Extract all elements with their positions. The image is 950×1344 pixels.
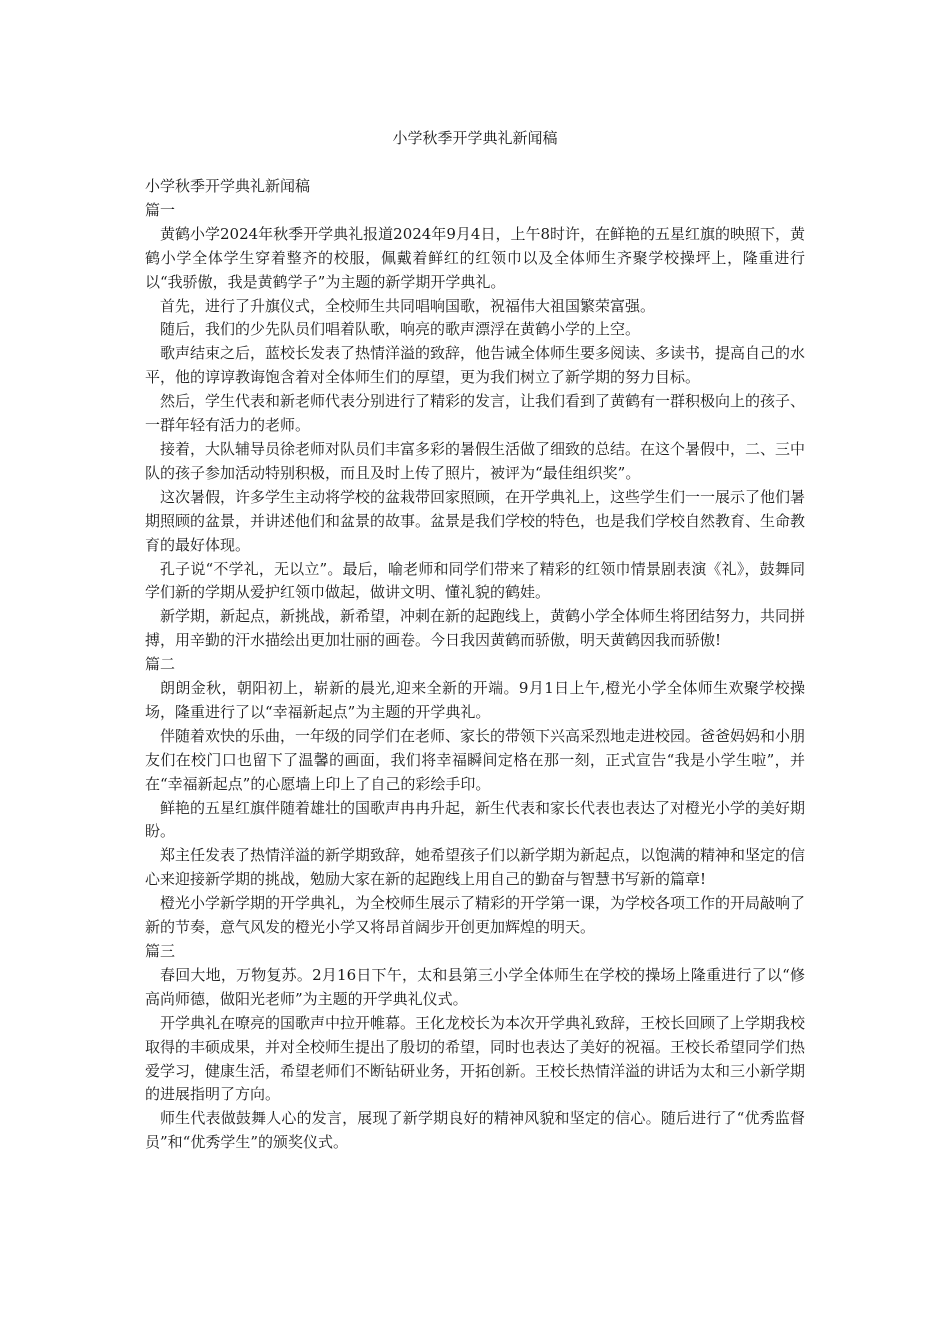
document-subtitle: 小学秋季开学典礼新闻稿 bbox=[145, 177, 311, 195]
paragraph: 鲜艳的五星红旗伴随着雄壮的国歌声冉冉升起，新生代表和家长代表也表达了对橙光小学的美好期盼。 bbox=[145, 798, 806, 841]
section-heading: 篇一 bbox=[145, 200, 176, 219]
paragraph: 然后，学生代表和新老师代表分别进行了精彩的发言，让我们看到了黄鹤有一群积极向上的孩子、一群年轻有活力的老师。 bbox=[145, 392, 806, 435]
paragraph: 接着，大队辅导员徐老师对队员们丰富多彩的暑假生活做了细致的总结。在这个暑假中，二、三中队的孩子参加活动特别积极，而且及时上传了照片，被评为“最佳组织奖”。 bbox=[145, 439, 806, 482]
paragraph: 师生代表做鼓舞人心的发言，展现了新学期良好的精神风貌和坚定的信心。随后进行了“优秀监督员”和“优秀学生”的颁奖仪式。 bbox=[145, 1109, 805, 1152]
paragraph: 歌声结束之后，蓝校长发表了热情洋溢的致辞，他告诫全体师生要多阅读、多读书，提高自己的水平，他的谆谆教诲饱含着对全体师生们的厚望，更为我们树立了新学期的努力目标。 bbox=[145, 344, 806, 387]
paragraph: 伴随着欢快的乐曲，一年级的同学们在老师、家长的带领下兴高采烈地走进校园。爸爸妈妈和小朋友们在校门口也留下了温馨的画面，我们将幸福瞬间定格在那一刻，正式宣告“我是小学生啦”，并在“幸福新起点”的心愿墙上印上了自己的彩绘手印。 bbox=[145, 726, 806, 793]
paragraph: 首先，进行了升旗仪式，全校师生共同唱响国歌，祝福伟大祖国繁荣富强。 bbox=[160, 296, 656, 315]
paragraph: 随后，我们的少先队员们唱着队歌，响亮的歌声漂浮在黄鹤小学的上空。 bbox=[160, 320, 641, 339]
document-title: 小学秋季开学典礼新闻稿 bbox=[392, 129, 558, 147]
section-heading: 篇二 bbox=[145, 655, 176, 674]
paragraph: 橙光小学新学期的开学典礼，为全校师生展示了精彩的开学第一课，为学校各项工作的开局敲响了新的节奏，意气风发的橙光小学又将昂首阔步开创更加辉煌的明天。 bbox=[145, 894, 806, 937]
paragraph: 孔子说“不学礼，无以立”。最后，喻老师和同学们带来了精彩的红领巾情景剧表演《礼》，鼓舞同学们新的学期从爱护红领巾做起，做讲文明、懂礼貌的鹤娃。 bbox=[145, 559, 805, 602]
paragraph: 这次暑假，许多学生主动将学校的盆栽带回家照顾，在开学典礼上，这些学生们一一展示了他们暑期照顾的盆景，并讲述他们和盆景的故事。盆景是我们学校的特色，也是我们学校自然教育、生命教育的最好体现。 bbox=[145, 487, 806, 554]
document-body bbox=[145, 175, 805, 1155]
paragraph: 朗朗金秋，朝阳初上，崭新的晨光,迎来全新的开端。9月1日上午,橙光小学全体师生欢聚学校操场，隆重进行了以“幸福新起点”为主题的开学典礼。 bbox=[145, 679, 805, 721]
paragraph: 春回大地，万物复苏。2月16日下午，太和县第三小学全体师生在学校的操场上隆重进行了以“修高尚师德，做阳光老师”为主题的开学典礼仪式。 bbox=[145, 965, 805, 1008]
paragraph: 郑主任发表了热情洋溢的新学期致辞，她希望孩子们以新学期为新起点，以饱满的精神和坚定的信心来迎接新学期的挑战，勉励大家在新的起跑线上用自己的勤奋与智慧书写新的篇章! bbox=[145, 846, 806, 889]
paragraph: 新学期，新起点，新挑战，新希望，冲刺在新的起跑线上，黄鹤小学全体师生将团结努力，共同拼搏，用辛勤的汗水描绘出更加壮丽的画卷。今日我因黄鹤而骄傲，明天黄鹤因我而骄傲! bbox=[145, 607, 806, 650]
section-heading: 篇三 bbox=[145, 942, 176, 960]
paragraph: 黄鹤小学2024年秋季开学典礼报道2024年9月4日，上午8时许，在鲜艳的五星红旗的映照下，黄鹤小学全体学生穿着整齐的校服，佩戴着鲜红的红领巾以及全体师生齐聚学校操坪上，隆重进行以“我骄傲，我是黄鹤学子”为主题的新学期开学典礼。 bbox=[145, 224, 805, 291]
paragraph: 开学典礼在嘹亮的国歌声中拉开帷幕。王化龙校长为本次开学典礼致辞，王校长回顾了上学期我校取得的丰硕成果，并对全校师生提出了殷切的希望，同时也表达了美好的祝福。王校长希望同学们热爱学习，健康生活，希望老师们不断钻研业务，开拓创新。王校长热情洋溢的讲话为太和三小新学期的进展指明了方向。 bbox=[145, 1013, 806, 1104]
